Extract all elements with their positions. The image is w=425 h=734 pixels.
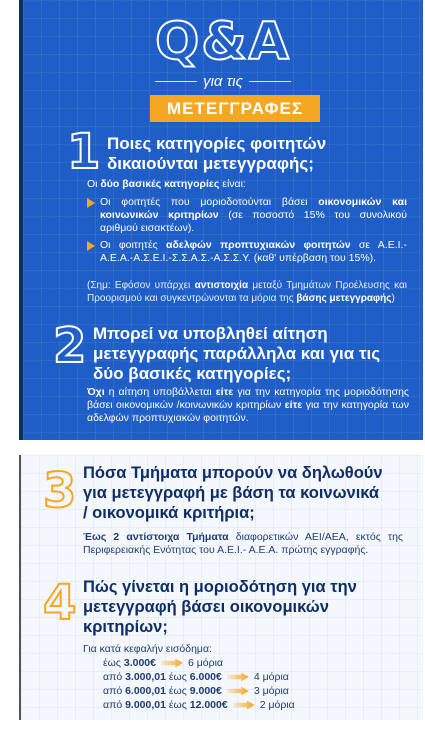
question-4-heading-line: Πώς γίνεται η μοριοδότηση για την [83,578,357,596]
question-4-heading-line: μετεγγραφή βάσει οικονομικών [83,598,329,616]
points-value: 4 μόρια [253,671,289,683]
question-4-intro: Για κατά κεφαλήν εισόδημα: [83,643,212,655]
bold-span: δύο βασικές κατηγορίες [100,178,220,190]
income-range [103,671,222,683]
text-span: διαφορετικών ΑΕΙ/ΑΕΑ, εκτός της Περιφερειακής Ενότητας του Α.Ε.Ι.- Α.Ε.Α. πρώτης εγγραφής. [83,531,403,556]
bold-span: 9.000€ [189,685,222,697]
arrow-right-icon [227,687,249,696]
score-row [103,657,223,669]
question-3-heading-line: / οικονομικά κριτήρια; [83,504,255,522]
text-span: έως [165,699,190,711]
text-span: έως [103,657,124,669]
top-infographic-panel [19,0,423,440]
income-range [103,699,228,711]
question-1-heading [107,134,417,174]
text-span: από [103,685,126,697]
question-2-heading [93,324,419,384]
bullet-text [100,239,407,265]
question-1-bullet [87,239,407,265]
bold-span: αδελφών προπτυχιακών φοιτητών [166,239,351,251]
bold-span: 12.000€ [189,699,228,711]
bullet-triangle-icon [87,198,95,208]
income-range [103,657,156,669]
question-number-1: 1 [67,124,101,180]
question-2-heading-line: δύο βασικές κατηγορίες; [93,364,292,383]
bullet-triangle-icon [87,241,95,251]
bullet-text [100,196,407,235]
question-number-4: 4 [43,575,77,631]
question-1-heading-line: δικαιούνται μετεγγραφής; [107,154,314,173]
bold-span: Όχι [87,386,105,398]
bottom-infographic-panel [19,455,423,720]
bold-span: είτε [284,399,303,411]
subtitle-row [23,73,423,90]
points-value: 3 μόρια [253,685,289,697]
divider-line [249,81,291,82]
score-row [103,671,289,683]
question-1-heading-line: Ποιες κατηγορίες φοιτητών [107,134,327,153]
text-span: για την κατηγορία της μοριοδότησης βάσει οικονομικών /κοινωνικών κριτηρίων [87,386,409,411]
question-1-intro [87,178,407,191]
text-span: σε Α.Ε.Ι.-Α.Ε.Α.-Α.Σ.Ε.Ι.-Σ.Σ.Α.Σ.-Α.Σ.Σ.Υ. (καθ' υπέρβαση του 15%). [100,239,407,264]
question-number-3: 3 [43,463,77,519]
bold-span: βάσης μετεγγραφής [296,292,392,304]
question-1-bullet [87,196,407,235]
score-row [103,685,289,697]
points-value: 6 μόρια [187,657,224,669]
text-span: από [103,699,126,711]
question-4-heading [83,577,419,637]
text-span: Οι φοιτητές που μοριοδοτούνται βάσει [100,196,319,208]
text-span: έως [165,671,190,683]
text-span: Οι [87,178,101,190]
topic-banner: ΜΕΤΕΓΓΡΑΦΕΣ [150,95,320,122]
subtitle: για τις [203,73,243,90]
text-span: έως [165,685,190,697]
bold-span: 9.000,01 [125,699,166,711]
text-span: μεταξύ Τμημάτων Προέλευσης και Προορισμού και συγκεντρώνονται τα μόρια της [87,280,407,304]
text-span: (Σημ: Εφόσον υπάρχει [87,280,195,291]
question-1-note [87,280,407,305]
bold-span: 3.000€ [123,657,156,669]
question-4-heading-line: κριτηρίων; [83,618,168,636]
question-3-answer [83,531,403,557]
points-value: 2 μόρια [259,699,295,711]
bold-span: 6.000,01 [125,685,166,697]
text-span: από [103,671,126,683]
bold-span: 6.000€ [189,671,222,683]
question-number-2: 2 [53,318,87,374]
text-span: ) [391,292,395,304]
question-2-heading-line: μετεγγραφής παράλληλα και για τις [93,344,381,363]
text-span: για την κατηγορία των αδελφών προπτυχιακών φοιτητών. [87,399,410,424]
question-3-heading-line: για μετεγγραφή με βάση τα κοινωνικά [83,484,380,502]
qa-title: Q&A [155,12,291,72]
text-span: είναι: [219,178,246,190]
text-span: (σε ποσοστό 15% του συνολικού αριθμού εισακτέων). [100,209,407,234]
text-span: η αίτηση υποβάλλεται [104,386,216,398]
bold-span: 3.000,01 [125,671,166,683]
bold-span: Έως 2 αντίστοιχα Τμήματα [83,531,229,543]
score-row [103,699,295,711]
bold-span: οικονομικών και κοινωνικών κριτηρίων [100,196,408,221]
question-3-heading [83,463,419,523]
arrow-right-icon [161,659,183,668]
question-2-heading-line: Μπορεί να υποβληθεί αίτηση [93,324,328,343]
arrow-right-icon [227,673,249,682]
divider-line [155,81,197,82]
bold-span: αντιστοιχία [194,280,249,291]
text-span: Οι φοιτητές [100,239,167,251]
question-3-heading-line: Πόσα Τμήματα μπορούν να δηλωθούν [83,464,383,482]
bold-span: είτε [215,386,234,398]
arrow-right-icon [233,701,255,710]
income-range [103,685,222,697]
question-2-answer [87,386,409,425]
